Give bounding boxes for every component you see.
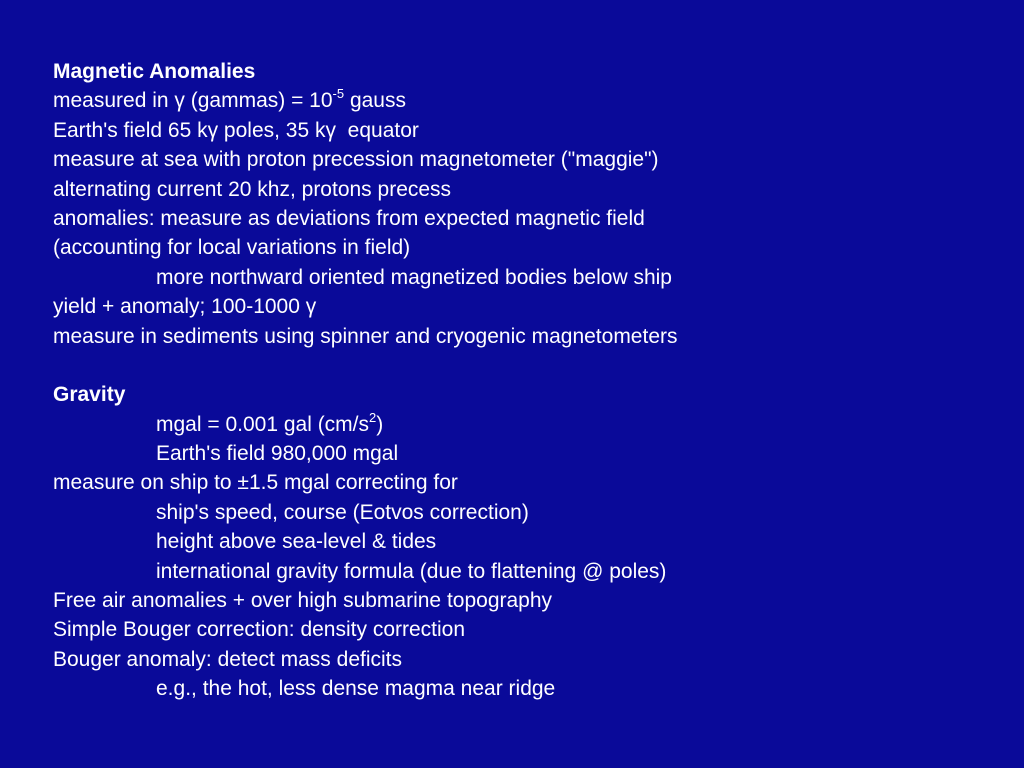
magnetic-yield-line	[53, 292, 1003, 321]
gravity-line-9: Bouger anomaly: detect mass deficits	[53, 647, 403, 671]
spacer	[53, 351, 1003, 380]
gamma-symbol: γ	[174, 89, 185, 113]
magnetic-line-5: anomalies: measure as deviations from expected magnetic field	[53, 206, 645, 230]
text-segment: equator	[336, 118, 419, 142]
gamma-symbol: γ	[305, 295, 317, 319]
text-segment: poles, 35 k	[218, 118, 326, 142]
gamma-symbol: γ	[325, 118, 336, 142]
gravity-line-3: measure on ship to ±1.5 mgal correcting for	[53, 471, 458, 495]
exponent: -5	[332, 86, 345, 102]
text-segment: Earth's field 65 k	[53, 118, 208, 142]
text-segment: )	[376, 412, 384, 436]
magnetic-line-3: measure at sea with proton precession magnetometer ("maggie")	[53, 148, 659, 172]
text-segment: gauss	[344, 89, 406, 113]
magnetic-line-9: measure in sediments using spinner and cryogenic magnetometers	[53, 324, 678, 348]
magnetic-anomalies-heading: Magnetic Anomalies	[53, 60, 256, 83]
text-segment: mgal = 0.001 gal (cm/s	[156, 412, 370, 436]
gravity-line-2: Earth's field 980,000 mgal	[156, 442, 399, 466]
gravity-line-8: Simple Bouger correction: density correction	[53, 618, 466, 642]
text-segment: measured in	[53, 89, 175, 113]
gravity-line-6: international gravity formula (due to flattening @ poles)	[156, 559, 667, 583]
gravity-line-10: e.g., the hot, less dense magma near ridge	[156, 677, 556, 701]
slide-content	[53, 57, 1003, 704]
magnetic-line-7: more northward oriented magnetized bodies below ship	[156, 265, 672, 289]
gamma-symbol: γ	[207, 118, 219, 142]
magnetic-unit-line	[53, 86, 1003, 115]
magnetic-line-4: alternating current 20 khz, protons precess	[53, 177, 452, 201]
text-segment: yield + anomaly; 100-1000	[53, 295, 306, 319]
gravity-line-7: Free air anomalies + over high submarine topography	[53, 589, 553, 613]
gravity-line-5: height above sea-level & tides	[156, 530, 437, 554]
text-segment: (gammas) = 10	[184, 89, 333, 113]
gravity-unit-line	[53, 410, 1003, 439]
gravity-line-4: ship's speed, course (Eotvos correction)	[156, 500, 529, 524]
exponent: 2	[369, 409, 377, 425]
magnetic-earth-field-line	[53, 116, 1003, 145]
gravity-heading: Gravity	[53, 383, 126, 407]
magnetic-line-6: (accounting for local variations in field)	[53, 236, 411, 260]
